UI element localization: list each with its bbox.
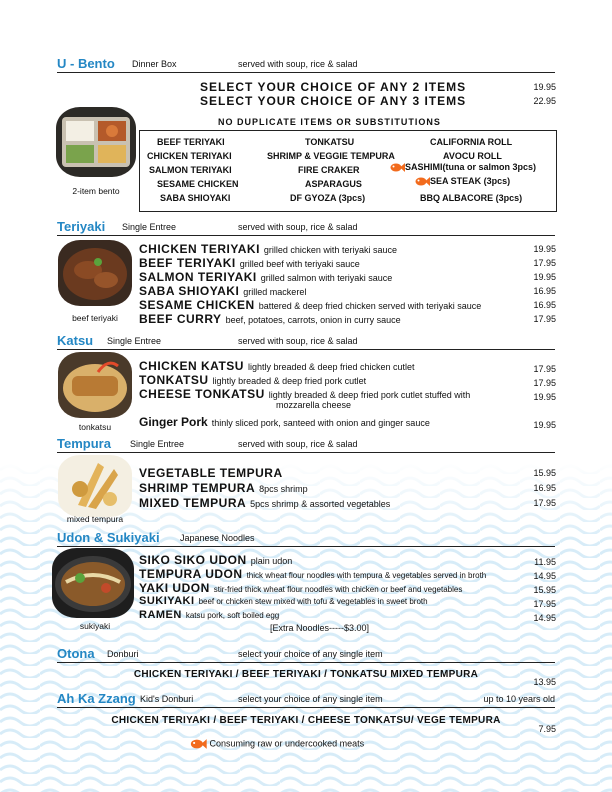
item-name: SUKIYAKI <box>139 595 195 607</box>
item-price: 16.95 <box>533 300 556 310</box>
item-name: TONKATSU <box>139 373 209 387</box>
raw-fish-icon <box>415 176 430 187</box>
katsu-note: served with soup, rice & salad <box>238 336 358 346</box>
item-desc: katsu pork, soft boiled egg <box>185 611 280 620</box>
bento-option: AVOCU ROLL <box>443 151 502 161</box>
katsu-title: Katsu <box>57 333 94 348</box>
item-price: 19.95 <box>533 244 556 254</box>
menu-item-tonkatsu <box>139 373 556 387</box>
menu-item-siko-siko-udon <box>139 553 556 567</box>
tempura-photo <box>58 455 132 517</box>
divider <box>57 662 555 663</box>
menu-item-beef-teriyaki <box>139 256 556 270</box>
divider <box>57 452 555 453</box>
udon-title: Udon & Sukiyaki <box>57 530 160 545</box>
item-name: SABA SHIOYAKI <box>139 284 240 298</box>
item-desc: 8pcs shrimp <box>259 484 308 494</box>
bento-option: TONKATSU <box>305 137 355 147</box>
bento-option: SALMON TERIYAKI <box>149 165 232 175</box>
tempura-header <box>57 436 555 452</box>
item-desc-continued: mozzarella cheese <box>276 400 352 410</box>
item-desc: 5pcs shrimp & assorted vegetables <box>250 499 391 509</box>
raw-fish-icon <box>390 162 405 173</box>
bento-title: U - Bento <box>57 56 115 71</box>
item-price: 17.95 <box>533 498 556 508</box>
raw-fish-icon <box>190 738 207 750</box>
menu-item-chicken-teriyaki <box>139 242 556 256</box>
kids-note: select your choice of any single item <box>238 694 383 704</box>
item-name: BEEF TERIYAKI <box>139 256 236 270</box>
item-name: CHICKEN TERIYAKI <box>139 242 260 256</box>
kids-age-limit: up to 10 years old <box>483 694 555 704</box>
menu-item-salmon-teriyaki <box>139 270 556 284</box>
item-desc: grilled chicken with teriyaki sauce <box>263 245 397 255</box>
teriyaki-photo-caption: beef teriyaki <box>72 313 118 323</box>
teriyaki-title: Teriyaki <box>57 219 106 234</box>
bento-photo <box>56 107 136 177</box>
item-price: 15.95 <box>533 585 556 595</box>
bento-price-3: 22.95 <box>533 96 556 106</box>
item-desc: beef, potatoes, carrots, onion in curry sauce <box>225 315 401 325</box>
kids-subtitle: Kid's Donburi <box>140 694 194 704</box>
item-name: SIKO SIKO UDON <box>139 553 247 567</box>
udon-photo-caption: sukiyaki <box>79 621 111 631</box>
item-price: 14.95 <box>533 571 556 581</box>
item-price: 11.95 <box>534 557 556 567</box>
item-price: 16.95 <box>533 286 556 296</box>
item-desc: plain udon <box>250 556 293 566</box>
bento-option: FIRE CRAKER <box>298 165 360 175</box>
item-price: 16.95 <box>533 483 556 493</box>
otona-title: Otona <box>57 646 95 661</box>
tempura-note: served with soup, rice & salad <box>238 439 358 449</box>
teriyaki-subtitle: Single Entree <box>122 222 177 232</box>
kids-header <box>57 691 555 707</box>
katsu-subtitle: Single Entree <box>107 336 162 346</box>
udon-photo <box>52 548 134 618</box>
bento-photo-caption: 2-item bento <box>72 186 120 196</box>
bento-option: SHRIMP & VEGGIE TEMPURA <box>267 151 395 161</box>
katsu-photo-caption: tonkatsu <box>78 422 112 432</box>
tempura-photo-caption: mixed tempura <box>66 514 124 524</box>
item-desc: stir-fried thick wheat flour noodles with chicken or beef and vegetables <box>213 585 463 594</box>
menu-item-beef-curry <box>139 312 556 326</box>
item-desc: thick wheat flour noodles with tempura & vegetables served in broth <box>246 571 487 580</box>
bento-option: SABA SHIOYAKI <box>160 193 231 203</box>
menu-item-cheese-tonkatsu <box>139 387 556 413</box>
menu-item-yaki-udon <box>139 581 556 595</box>
katsu-header <box>57 333 555 349</box>
otona-header <box>57 646 555 662</box>
bento-option: SESAME CHICKEN <box>157 179 239 189</box>
udon-subtitle: Japanese Noodles <box>180 533 255 543</box>
bento-option: DF GYOZA (3pcs) <box>290 193 366 203</box>
item-desc: thinly sliced pork, santeed with onion and ginger sauce <box>211 418 430 428</box>
bento-option-sea-steak <box>415 176 510 187</box>
item-name: SALMON TERIYAKI <box>139 270 257 284</box>
raw-food-warning <box>190 738 364 750</box>
menu-item-ramen <box>139 609 556 623</box>
menu-item-saba-shioyaki <box>139 284 556 298</box>
item-desc: lightly breaded & deep fried pork cutlet stuffed with <box>268 390 471 400</box>
menu-item-shrimp-tempura <box>139 481 556 495</box>
item-name: RAMEN <box>139 609 182 621</box>
bento-option: BBQ ALBACORE (3pcs) <box>420 193 523 203</box>
item-name: BEEF CURRY <box>139 312 222 326</box>
item-price: 19.95 <box>533 420 556 430</box>
item-name: TEMPURA UDON <box>139 567 243 581</box>
item-name: CHICKEN KATSU <box>139 359 244 373</box>
menu-item-mixed-tempura <box>139 496 556 510</box>
bento-note: served with soup, rice & salad <box>238 59 358 69</box>
item-name: YAKI UDON <box>139 581 210 595</box>
bento-option: BEEF TERIYAKI <box>157 137 225 147</box>
tempura-subtitle: Single Entree <box>130 439 185 449</box>
kids-title: Ah Ka Zzang <box>57 691 136 706</box>
warning-text: Consuming raw or undercooked meats <box>209 738 365 749</box>
menu-item-chicken-katsu <box>139 359 556 373</box>
item-name: MIXED TEMPURA <box>139 496 247 510</box>
teriyaki-photo <box>58 240 132 306</box>
tempura-title: Tempura <box>57 436 111 451</box>
item-name: VEGETABLE TEMPURA <box>139 466 283 480</box>
kids-choices: CHICKEN TERIYAKI / BEEF TERIYAKI / CHEESE TONKATSU/ VEGE TEMPURA <box>111 715 501 726</box>
item-price: 19.95 <box>533 272 556 282</box>
extra-noodles-note: [Extra Noodles-----$3.00] <box>270 623 370 633</box>
divider <box>57 235 555 236</box>
divider <box>57 72 555 73</box>
bento-choice-3: SELECT YOUR CHOICE OF ANY 3 ITEMS <box>200 94 467 108</box>
item-desc: grilled mackerel <box>243 287 307 297</box>
bento-no-duplicate: NO DUPLICATE ITEMS OR SUBSTITUTIONS <box>218 117 441 127</box>
divider <box>57 546 555 547</box>
otona-choices: CHICKEN TERIYAKI / BEEF TERIYAKI / TONKATSU MIXED TEMPURA <box>133 669 479 680</box>
bento-option: SASHIMI(tuna or salmon 3pcs) <box>405 162 537 172</box>
item-name: Ginger Pork <box>139 415 208 429</box>
bento-options-grid <box>139 130 557 212</box>
teriyaki-note: served with soup, rice & salad <box>238 222 358 232</box>
bento-option: CHICKEN TERIYAKI <box>147 151 232 161</box>
item-desc: lightly breaded & deep fried pork cutlet <box>212 376 367 386</box>
item-price: 17.95 <box>533 378 556 388</box>
bento-header <box>57 56 555 72</box>
bento-option-sashimi <box>390 162 536 173</box>
menu-item-sukiyaki <box>139 595 556 609</box>
menu-item-tempura-udon <box>139 567 556 581</box>
item-desc: battered & deep fried chicken served with teriyaki sauce <box>258 301 482 311</box>
teriyaki-header <box>57 219 555 235</box>
item-price: 17.95 <box>533 258 556 268</box>
otona-subtitle: Donburi <box>107 649 139 659</box>
item-name: SESAME CHICKEN <box>139 298 255 312</box>
otona-note: select your choice of any single item <box>238 649 383 659</box>
item-desc: lightly breaded & deep fried chicken cutlet <box>247 362 415 372</box>
kids-price: 7.95 <box>538 724 556 734</box>
item-price: 14.95 <box>533 613 556 623</box>
bento-choice-2: SELECT YOUR CHOICE OF ANY 2 ITEMS <box>200 80 467 94</box>
menu-item-ginger-pork <box>139 415 556 429</box>
item-name: SHRIMP TEMPURA <box>139 481 256 495</box>
menu-item-vegetable-tempura <box>139 466 556 480</box>
katsu-photo <box>58 352 132 418</box>
item-name: CHEESE TONKATSU <box>139 387 265 401</box>
item-price: 17.95 <box>533 599 556 609</box>
bento-option: CALIFORNIA ROLL <box>430 137 513 147</box>
item-desc: grilled salmon with teriyaki sauce <box>260 273 393 283</box>
divider <box>57 707 555 708</box>
item-desc: grilled beef with teriyaki sauce <box>239 259 360 269</box>
udon-header <box>57 530 555 546</box>
bento-subtitle: Dinner Box <box>132 59 177 69</box>
menu-item-sesame-chicken <box>139 298 556 312</box>
item-price: 15.95 <box>533 468 556 478</box>
item-price: 17.95 <box>533 364 556 374</box>
otona-price: 13.95 <box>533 677 556 687</box>
item-price: 17.95 <box>533 314 556 324</box>
bento-price-2: 19.95 <box>533 82 556 92</box>
item-desc: beef or chicken stew mixed with tofu & vegetables in sweet broth <box>198 597 428 606</box>
divider <box>57 349 555 350</box>
item-price: 19.95 <box>533 392 556 402</box>
bento-option: SEA STEAK (3pcs) <box>430 176 511 186</box>
bento-option: ASPARAGUS <box>305 179 362 189</box>
